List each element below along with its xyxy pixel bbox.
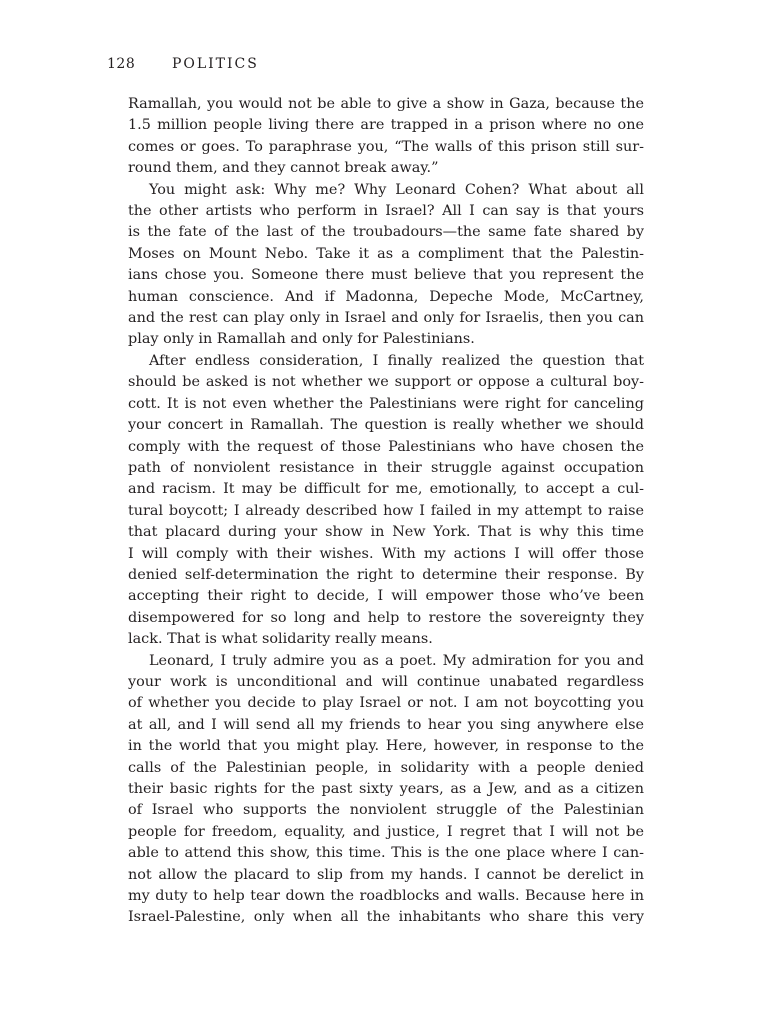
text-line: should be asked is not whether we support or oppose a cultural boy- xyxy=(128,374,644,391)
text-line: lack. That is what solidarity really means. xyxy=(128,631,433,648)
text-line: cott. It is not even whether the Palestinians were right for canceling xyxy=(128,395,644,412)
text-line: your concert in Ramallah. The question is really whether we should xyxy=(128,417,644,434)
text-line: round them, and they cannot break away.” xyxy=(128,160,439,177)
text-line: 1.5 million people living there are trapped in a prison where no one xyxy=(128,117,644,134)
text-line: comply with the request of those Palestinians who have chosen the xyxy=(128,438,644,455)
section-title: POLITICS xyxy=(171,56,259,72)
text-line: able to attend this show, this time. This is the one place where I can- xyxy=(128,845,644,862)
text-line: their basic rights for the past sixty years, as a Jew, and as a citizen xyxy=(128,781,644,797)
text-line: comes or goes. To paraphrase you, “The walls of this prison still sur- xyxy=(128,138,644,155)
text-line: and the rest can play only in Israel and only for Israelis, then you can xyxy=(128,310,644,327)
text-line: ians chose you. Someone there must believe that you represent the xyxy=(128,267,644,284)
body-text xyxy=(128,94,644,929)
text-line: in the world that you might play. Here, however, in response to the xyxy=(128,738,644,755)
text-line: and racism. It may be difficult for me, emotionally, to accept a cul- xyxy=(128,481,644,498)
text-line: Ramallah, you would not be able to give a show in Gaza, because the xyxy=(128,96,644,112)
text-line: path of nonviolent resistance in their struggle against occupation xyxy=(128,459,644,476)
text-line: people for freedom, equality, and justice, I regret that I will not be xyxy=(128,823,644,840)
text-line: disempowered for so long and help to restore the sovereignty they xyxy=(128,609,644,626)
text-line: Moses on Mount Nebo. Take it as a compliment that the Palestin- xyxy=(128,245,644,262)
text-line: the other artists who perform in Israel? All I can say is that yours xyxy=(128,203,644,220)
text-line: Leonard, I truly admire you as a poet. My admiration for you and xyxy=(149,652,644,669)
text-line: play only in Ramallah and only for Palestinians. xyxy=(128,331,475,348)
text-line: human conscience. And if Madonna, Depeche Mode, McCartney, xyxy=(128,288,644,305)
text-line: Israel-Palestine, only when all the inhabitants who share this very xyxy=(128,909,644,926)
text-line: your work is unconditional and will continue unabated regardless xyxy=(128,673,644,690)
text-line: I will comply with their wishes. With my actions I will offer those xyxy=(128,545,644,562)
text-line: of whether you decide to play Israel or not. I am not boycotting you xyxy=(128,695,644,712)
text-line: calls of the Palestinian people, in solidarity with a people denied xyxy=(128,759,644,776)
page-number: 128 xyxy=(107,56,136,72)
text-line: After endless consideration, I finally realized the question that xyxy=(149,352,644,369)
text-line: You might ask: Why me? Why Leonard Cohen? What about all xyxy=(149,181,644,198)
text-line: tural boycott; I already described how I failed in my attempt to raise xyxy=(128,502,644,519)
text-line: that placard during your show in New York. That is why this time xyxy=(128,524,644,541)
text-line: is the fate of the last of the troubadours—the same fate shared by xyxy=(128,224,644,241)
text-line: of Israel who supports the nonviolent struggle of the Palestinian xyxy=(128,802,644,819)
text-line: denied self-determination the right to determine their response. By xyxy=(128,566,644,583)
running-head xyxy=(107,55,259,73)
text-line: accepting their right to decide, I will empower those who’ve been xyxy=(128,588,644,605)
text-line: not allow the placard to slip from my hands. I cannot be derelict in xyxy=(128,866,644,883)
text-line: at all, and I will send all my friends to hear you sing anywhere else xyxy=(128,716,644,733)
text-line: my duty to help tear down the roadblocks and walls. Because here in xyxy=(128,888,644,905)
